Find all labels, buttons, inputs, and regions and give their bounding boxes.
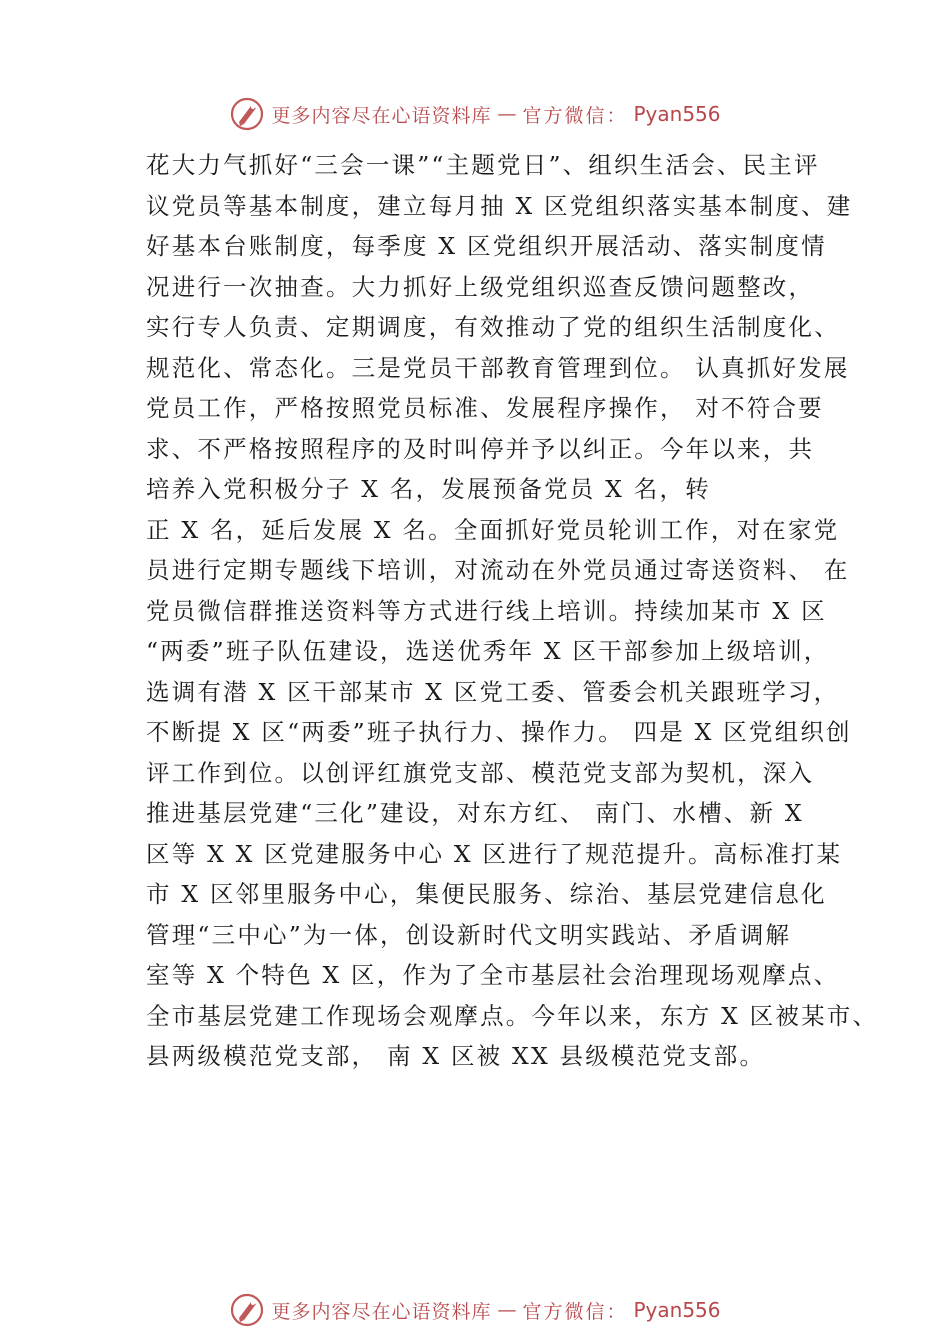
paragraph-line: 正 X 名，延后发展 X 名。全面抓好党员轮训工作，对在家党 <box>146 515 840 544</box>
pen-nib-circle-icon <box>229 1292 265 1328</box>
paragraph-line: 求、不严格按照程序的及时叫停并予以纠正。今年以来，共 <box>146 434 815 463</box>
paragraph-line: 实行专人负责、定期调度，有效推动了党的组织生活制度化、 <box>146 313 840 341</box>
paragraph-line: 选调有潜 X 区干部某市 X 区党工委、管委会机关跟班学习， <box>146 677 840 706</box>
paragraph-line: 全市基层党建工作现场会观摩点。今年以来，东方 X 区被某市、 <box>146 1001 879 1030</box>
pen-nib-circle-icon <box>229 96 265 132</box>
paragraph-line: 好基本台账制度，每季度 X 区党组织开展活动、落实制度情 <box>146 232 827 260</box>
banner-wechat-label: 官方微信： <box>522 104 628 127</box>
footer-watermark-banner <box>0 1288 950 1332</box>
paragraph-line: 县两级模范党支部， 南 X 区被 XX 县级模范党支部。 <box>146 1042 766 1070</box>
paragraph-line: 况进行一次抽查。大力抓好上级党组织巡查反馈问题整改， <box>146 272 815 301</box>
banner-title: 更多内容尽在心语资料库 <box>271 1300 492 1323</box>
paragraph-line: “两委”班子队伍建设，选送优秀年 X 区干部参加上级培训， <box>146 637 830 665</box>
banner-wechat-id: Pyan556 <box>633 1298 721 1322</box>
document-body <box>146 145 879 1077</box>
paragraph-line: 推进基层党建“三化”建设，对东方红、 南门、水槽、新 X <box>146 799 804 827</box>
header-watermark-banner <box>0 92 950 136</box>
paragraph-line: 评工作到位。以创评红旗党支部、模范党支部为契机，深入 <box>146 758 815 787</box>
paragraph-line: 培养入党积极分子 X 名，发展预备党员 X 名，转 <box>146 475 711 503</box>
paragraph-line: 不断提 X 区“两委”班子执行力、操作力。 四是 X 区党组织创 <box>146 718 852 746</box>
banner-separator: — <box>497 1299 517 1321</box>
banner-wechat-id: Pyan556 <box>633 102 721 126</box>
paragraph-line: 规范化、常态化。三是党员干部教育管理到位。 认真抓好发展 <box>146 353 850 382</box>
banner-title: 更多内容尽在心语资料库 <box>271 104 492 127</box>
paragraph-line: 党员微信群推送资料等方式进行线上培训。持续加某市 X 区 <box>146 596 827 625</box>
paragraph-line: 市 X 区邻里服务中心，集便民服务、综治、基层党建信息化 <box>146 880 827 908</box>
banner-wechat-label: 官方微信： <box>522 1300 628 1323</box>
paragraph-line: 党员工作，严格按照党员标准、发展程序操作， 对不符合要 <box>146 394 824 422</box>
paragraph-line: 议党员等基本制度，建立每月抽 X 区党组织落实基本制度、建 <box>146 191 853 220</box>
paragraph-line: 花大力气抓好“三会一课”“主题党日”、组织生活会、民主评 <box>146 151 820 179</box>
paragraph-line: 管理“三中心”为一体，创设新时代文明实践站、矛盾调解 <box>146 920 792 949</box>
banner-separator: — <box>497 103 517 125</box>
paragraph-line: 区等 X X 区党建服务中心 X 区进行了规范提升。高标准打某 <box>146 839 843 868</box>
paragraph-line: 员进行定期专题线下培训，对流动在外党员通过寄送资料、 在 <box>146 556 850 584</box>
paragraph-line: 室等 X 个特色 X 区，作为了全市基层社会治理现场观摩点、 <box>146 961 840 989</box>
